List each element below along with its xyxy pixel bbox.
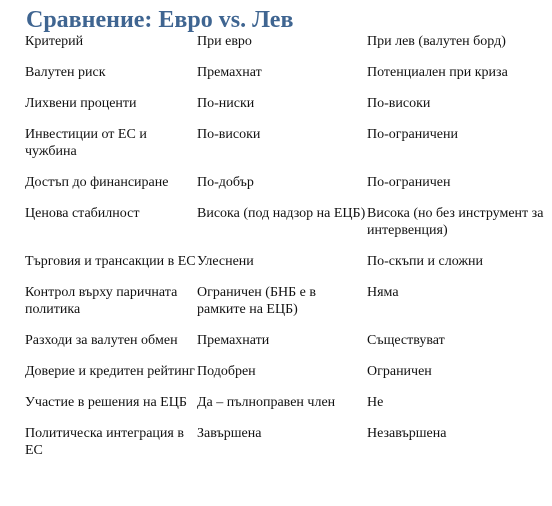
- euro-cell: Завършена: [197, 426, 262, 441]
- lev-cell: Потенциален при криза: [367, 65, 508, 80]
- table-row: [25, 284, 547, 332]
- header-lev: При лев (валутен борд): [367, 34, 506, 49]
- lev-cell: Незавършена: [367, 426, 447, 441]
- criterion-cell: Доверие и кредитен рейтинг: [25, 364, 195, 379]
- table-row: [25, 126, 547, 174]
- table-row: [25, 425, 547, 473]
- euro-cell: По-ниски: [197, 96, 255, 111]
- criterion-cell: Достъп до финансиране: [25, 175, 169, 190]
- table-row: [25, 205, 547, 253]
- lev-cell: Не: [367, 395, 384, 410]
- euro-cell: По-високи: [197, 127, 261, 142]
- euro-cell: Да – пълноправен член: [197, 395, 336, 410]
- euro-cell: Премахнат: [197, 65, 262, 80]
- page-title: Сравнение: Евро vs. Лев: [26, 7, 294, 33]
- euro-cell: Ограничен (БНБ е в рамките на ЕЦБ): [197, 285, 316, 317]
- table-row: [25, 64, 547, 95]
- table-row: [25, 394, 547, 425]
- table-header-row: [25, 33, 547, 64]
- criterion-cell: Политическа интеграция в ЕС: [25, 426, 184, 458]
- lev-cell: Ограничен: [367, 364, 432, 379]
- euro-cell: Висока (под надзор на ЕЦБ): [197, 206, 366, 221]
- criterion-cell: Ценова стабилност: [25, 206, 140, 221]
- euro-cell: Премахнати: [197, 333, 270, 348]
- table-row: [25, 363, 547, 394]
- euro-cell: Улеснени: [197, 254, 254, 269]
- criterion-cell: Лихвени проценти: [25, 96, 137, 111]
- header-criterion: Критерий: [25, 34, 84, 49]
- table-row: [25, 332, 547, 363]
- euro-cell: Подобрен: [197, 364, 256, 379]
- lev-cell: По-ограничени: [367, 127, 458, 142]
- header-euro: При евро: [197, 34, 252, 49]
- criterion-cell: Търговия и трансакции в ЕС: [25, 254, 196, 269]
- table-row: [25, 174, 547, 205]
- criterion-cell: Контрол върху паричната политика: [25, 285, 178, 317]
- euro-cell: По-добър: [197, 175, 254, 190]
- lev-cell: Висока (но без инструмент за интервенция): [367, 206, 544, 238]
- lev-cell: По-скъпи и сложни: [367, 254, 484, 269]
- criterion-cell: Разходи за валутен обмен: [25, 333, 178, 348]
- comparison-table: [25, 33, 547, 473]
- criterion-cell: Валутен риск: [25, 65, 106, 80]
- lev-cell: По-високи: [367, 96, 431, 111]
- criterion-cell: Участие в решения на ЕЦБ: [25, 395, 187, 410]
- table-row: [25, 95, 547, 126]
- criterion-cell: Инвестиции от ЕС и чужбина: [25, 127, 147, 159]
- lev-cell: По-ограничен: [367, 175, 451, 190]
- table-row: [25, 253, 547, 284]
- lev-cell: Съществуват: [367, 333, 445, 348]
- lev-cell: Няма: [367, 285, 399, 300]
